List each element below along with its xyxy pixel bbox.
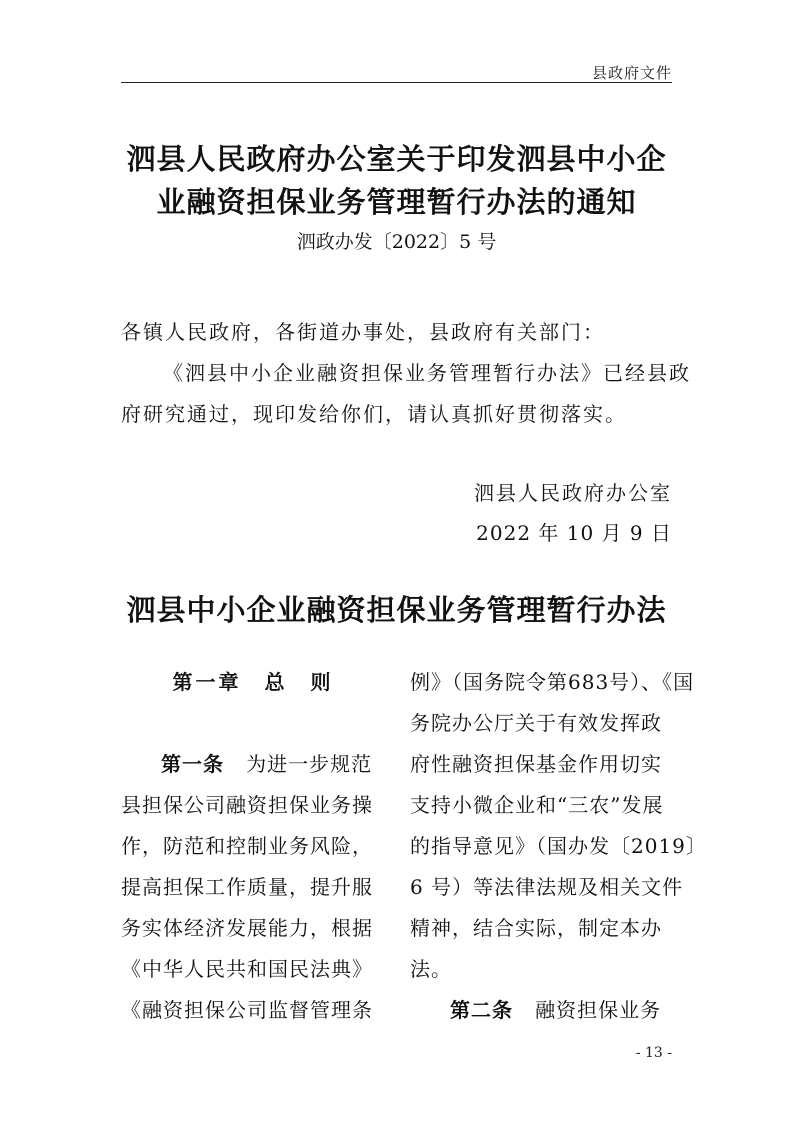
article-1-line: 提高担保工作质量，提升服: [121, 875, 373, 899]
article-1-line: 的指导意见》（国办发〔2019〕: [410, 834, 707, 858]
notice-title-line-2: 业融资担保业务管理暂行办法的通知: [156, 185, 637, 219]
notice-title: [121, 138, 672, 224]
article-1-line: 务实体经济发展能力，根据: [121, 916, 373, 940]
article-1-line: 作，防范和控制业务风险，: [121, 834, 373, 858]
article-1-label: 第一条: [161, 752, 224, 776]
column-left: [121, 662, 385, 1031]
notice-body: [121, 353, 691, 435]
article-1-line: 《融资担保公司监督管理条: [121, 998, 373, 1022]
article-1-line: 精神，结合实际，制定本办: [410, 916, 662, 940]
article-1-line: 府性融资担保基金作用切实: [410, 752, 662, 776]
addressee: [121, 312, 672, 353]
issuer: 泗县人民政府办公室: [474, 481, 672, 505]
addressee-text: 各镇人民政府，各街道办事处，县政府有关部门：: [121, 320, 605, 344]
notice-title-line-1: 泗县人民政府办公室关于印发泗县中小企: [126, 142, 667, 176]
measures-title: 泗县中小企业融资担保业务管理暂行办法: [126, 593, 667, 627]
header-rule: [121, 82, 672, 83]
column-right: [410, 662, 707, 1031]
article-2-label: 第二条: [450, 998, 513, 1022]
article-1-line: 《中华人民共和国民法典》: [121, 957, 373, 981]
chapter-heading: 第一章 总 则: [172, 670, 334, 694]
article-1-line: 法。: [410, 957, 452, 981]
article-1-line: 县担保公司融资担保业务操: [121, 793, 373, 817]
article-1-line: 为进一步规范: [246, 752, 373, 776]
article-1-line: 6 号）等法律法规及相关文件: [410, 875, 684, 899]
issue-date: 2022 年 10 月 9 日: [476, 521, 672, 545]
notice-body-line-1: 《泗县中小企业融资担保业务管理暂行办法》已经县政: [163, 361, 691, 385]
article-2-text: 融资担保业务: [535, 998, 662, 1022]
page-number: - 13 -: [635, 1045, 672, 1061]
article-2-first-line: [410, 990, 672, 1031]
document-number: 泗政办发〔2022〕5 号: [296, 231, 497, 253]
header-label: 县政府文件: [591, 64, 672, 82]
spacer-line: [121, 703, 385, 744]
article-1-line: 例》（国务院令第683号）、《国: [410, 670, 695, 694]
article-1-line: 支持小微企业和“三农”发展: [410, 793, 664, 817]
notice-body-line-2: 府研究通过，现印发给你们，请认真抓好贯彻落实。: [121, 402, 627, 426]
article-1-line: 务院办公厅关于有效发挥政: [410, 711, 662, 735]
article-1-first-line: [121, 744, 385, 785]
